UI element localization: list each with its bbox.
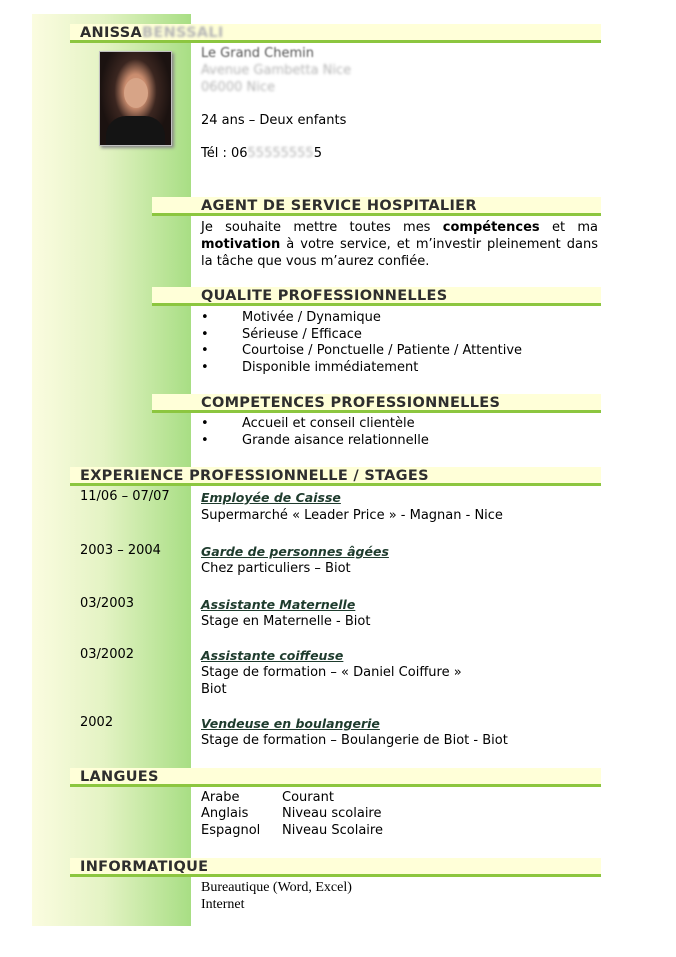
language-name: Arabe <box>201 790 240 805</box>
candidate-name <box>80 25 224 41</box>
exp-desc: Stage de formation – « Daniel Coiffure » <box>201 665 462 680</box>
language-level: Courant <box>282 790 334 805</box>
exp-date: 03/2003 <box>80 596 135 611</box>
address-line-2: Avenue Gambetta Nice <box>201 63 352 78</box>
exp-role: Vendeuse en boulangerie <box>201 716 380 731</box>
objective-text <box>201 220 598 270</box>
computing-line-2: Internet <box>201 897 245 912</box>
exp-date: 11/06 – 07/07 <box>80 489 170 504</box>
exp-desc: Supermarché « Leader Price » - Magnan - Nice <box>201 508 503 523</box>
list-item: • Disponible immédiatement <box>201 360 522 377</box>
language-name: Espagnol <box>201 823 261 838</box>
list-item: • Sérieuse / Efficace <box>201 327 522 344</box>
profile-photo <box>99 51 172 146</box>
phone-blurred: 55555555 <box>247 146 314 161</box>
objective-text-c: à votre service, et m’investir pleinement dans la tâche que vous m’aurez confiée. <box>201 236 598 269</box>
qualities-title: QUALITE PROFESSIONNELLES <box>201 288 448 304</box>
exp-date: 03/2002 <box>80 647 135 662</box>
phone-suffix: 5 <box>313 146 322 161</box>
objective-text-b: et ma <box>539 220 598 235</box>
phone-number <box>201 146 322 163</box>
exp-date: 2003 – 2004 <box>80 543 161 558</box>
age-family: 24 ans – Deux enfants <box>201 113 347 128</box>
exp-desc-2: Biot <box>201 682 227 697</box>
photo-face <box>124 78 148 108</box>
address-line-1: Le Grand Chemin <box>201 46 314 61</box>
list-item: • Accueil et conseil clientèle <box>201 416 429 433</box>
address-line-3: 06000 Nice <box>201 80 275 95</box>
experience-title: EXPERIENCE PROFESSIONNELLE / STAGES <box>80 468 429 484</box>
list-item: • Grande aisance relationnelle <box>201 433 429 450</box>
language-row <box>201 790 334 807</box>
exp-role: Assistante Maternelle <box>201 597 356 612</box>
list-item: • Motivée / Dynamique <box>201 310 522 327</box>
name-last-blurred: BENSSALI <box>142 25 224 41</box>
language-name: Anglais <box>201 806 249 821</box>
name-first: ANISSA <box>80 25 143 41</box>
exp-date: 2002 <box>80 715 114 730</box>
objective-bold-a: compétences <box>442 220 540 235</box>
qualities-list <box>201 310 522 376</box>
exp-desc: Chez particuliers – Biot <box>201 561 351 576</box>
skills-title: COMPETENCES PROFESSIONNELLES <box>201 395 501 411</box>
exp-role: Assistante coiffeuse <box>201 648 344 663</box>
phone-prefix: Tél : 06 <box>201 146 248 161</box>
photo-shirt <box>106 116 165 145</box>
objective-text-a: Je souhaite mettre toutes mes <box>201 220 443 235</box>
computing-title: INFORMATIQUE <box>80 859 209 875</box>
objective-bold-b: motivation <box>201 236 281 252</box>
list-item: • Courtoise / Ponctuelle / Patiente / Attentive <box>201 343 522 360</box>
computing-line-1: Bureautique (Word, Excel) <box>201 880 352 895</box>
language-level: Niveau scolaire <box>282 806 382 821</box>
language-row <box>201 806 382 823</box>
languages-title: LANGUES <box>80 769 159 785</box>
exp-desc: Stage de formation – Boulangerie de Biot - Biot <box>201 733 508 748</box>
language-level: Niveau Scolaire <box>282 823 383 838</box>
language-row <box>201 823 383 840</box>
exp-desc: Stage en Maternelle - Biot <box>201 614 371 629</box>
skills-list <box>201 416 429 449</box>
exp-role: Employée de Caisse <box>201 490 341 505</box>
exp-role: Garde de personnes âgées <box>201 544 389 559</box>
objective-title: AGENT DE SERVICE HOSPITALIER <box>201 198 477 214</box>
